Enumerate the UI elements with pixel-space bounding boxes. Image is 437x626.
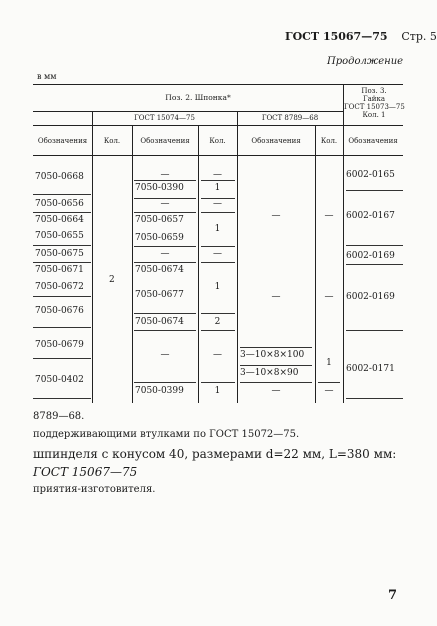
dash: —: [324, 292, 334, 302]
cell-rule: [33, 296, 91, 297]
page-number: 7: [388, 588, 398, 603]
col-header: Обозначения: [140, 137, 190, 145]
table-cell: 1: [214, 386, 221, 396]
table-cell: 1: [214, 282, 221, 292]
table-cell: 7050-0674: [135, 317, 184, 327]
table-cell: 7050-0657: [135, 215, 184, 225]
cell-rule: [134, 212, 196, 213]
dash: —: [160, 249, 170, 259]
col-divider: [132, 125, 133, 403]
cell-rule: [33, 398, 91, 399]
cell-rule: [134, 180, 196, 181]
table-cell: 7050-0676: [35, 306, 84, 316]
units-label: в мм: [37, 72, 57, 81]
cell-rule: [134, 330, 196, 331]
dash: —: [213, 350, 222, 360]
cell-rule: [346, 330, 403, 331]
cell-rule: [33, 212, 91, 213]
col-header: Кол.: [320, 137, 338, 145]
col-header: Обозначения: [348, 137, 398, 145]
table-cell: 2: [109, 275, 115, 285]
table-cell: 7050-0672: [35, 282, 84, 292]
subheader-gost-15074: ГОСТ 15074—75: [134, 114, 195, 122]
table-cell: 7050-0674: [135, 265, 184, 275]
table-cell: 7050-0675: [35, 249, 84, 259]
table-cell: 7050-0677: [135, 290, 184, 300]
col-divider: [198, 125, 199, 403]
table-cell: 7050-0671: [35, 265, 84, 275]
group-header-pos2: Поз. 2. Шпонка*: [165, 93, 231, 102]
table-cell: 6002-0165: [346, 170, 395, 180]
cell-rule: [240, 382, 312, 383]
table-cell: 6002-0169: [346, 292, 395, 302]
table-cell: 2: [214, 317, 221, 327]
cell-rule: [240, 347, 312, 348]
col-header: Обозначения: [37, 137, 88, 145]
dash: —: [213, 170, 222, 180]
table-cell: 7050-0656: [35, 199, 84, 209]
cell-rule: [201, 262, 235, 263]
dash: —: [324, 211, 334, 221]
table-cell: 7050-0655: [35, 231, 84, 241]
cell-rule: [240, 365, 312, 366]
cell-rule: [201, 212, 235, 213]
cell-rule: [201, 313, 235, 314]
cell-rule: [201, 246, 235, 247]
dash: —: [213, 199, 222, 209]
table-cell: 7050-0679: [35, 340, 84, 350]
cell-rule: [33, 358, 91, 359]
table-cell: 3—10×8×90: [240, 368, 299, 378]
table-cell: 3—10×8×100: [240, 350, 305, 360]
cell-rule: [33, 194, 91, 195]
footnote-line: 8789—68.: [33, 411, 85, 422]
dash: —: [271, 292, 281, 302]
cell-rule: [33, 245, 91, 246]
footnote-line: ГОСТ 15067—75: [33, 465, 138, 479]
table-cell: 1: [214, 183, 221, 193]
col-divider: [237, 111, 238, 403]
rule-below-group: [33, 111, 343, 112]
cell-rule: [134, 313, 196, 314]
footnote-line: поддерживающими втулками по ГОСТ 15072—75.: [33, 429, 300, 440]
running-header: [285, 30, 437, 43]
dash: —: [160, 350, 170, 360]
group-header-pos3: Поз. 3. Гайка ГОСТ 15073—75 Кол. 1: [344, 87, 405, 119]
subheader-gost-8789: ГОСТ 8789—68: [261, 114, 319, 122]
cell-rule: [318, 382, 340, 383]
dash: —: [271, 211, 281, 221]
rule-below-headers: [33, 155, 403, 156]
continuation-label: Продолжение: [327, 56, 404, 67]
cell-rule: [201, 382, 235, 383]
cell-rule: [201, 180, 235, 181]
cell-rule: [346, 190, 403, 191]
cell-rule: [346, 398, 403, 399]
cell-rule: [346, 264, 403, 265]
cell-rule: [134, 382, 196, 383]
cell-rule: [134, 246, 196, 247]
dash: —: [271, 386, 281, 396]
dash: —: [160, 170, 170, 180]
document-code: ГОСТ 15067—75: [285, 30, 388, 43]
footnote-line: приятия-изготовителя.: [33, 484, 156, 495]
table-cell: 7050-0664: [35, 215, 84, 225]
table-top-rule: [33, 84, 403, 85]
footnote-line: шпинделя с конусом 40, размерами d=22 мм, L=380 мм:: [33, 447, 397, 461]
table-cell: 7050-0399: [135, 386, 184, 396]
table-cell: 7050-0659: [135, 233, 184, 243]
cell-rule: [346, 245, 403, 246]
dash: —: [324, 386, 334, 396]
table-cell: 7050-0402: [35, 375, 84, 385]
dash: —: [160, 199, 170, 209]
cell-rule: [134, 262, 196, 263]
col-header: Кол.: [209, 137, 226, 145]
col-divider: [92, 111, 93, 403]
col-header: Обозначения: [251, 137, 301, 145]
col-divider: [343, 84, 344, 403]
cell-rule: [33, 327, 91, 328]
rule-below-subgroup: [33, 125, 403, 126]
table-cell: 6002-0171: [346, 364, 395, 374]
table-cell: 7050-0390: [135, 183, 184, 193]
cell-rule: [33, 262, 91, 263]
table-cell: 1: [326, 358, 332, 368]
cell-rule: [201, 330, 235, 331]
dash: —: [213, 249, 222, 259]
table-cell: 6002-0169: [346, 251, 395, 261]
table-cell: 1: [214, 224, 221, 234]
table-cell: 7050-0668: [35, 172, 84, 182]
col-header: Кол.: [103, 137, 121, 145]
table-cell: 6002-0167: [346, 211, 395, 221]
page-label: Стр. 5: [401, 30, 437, 43]
